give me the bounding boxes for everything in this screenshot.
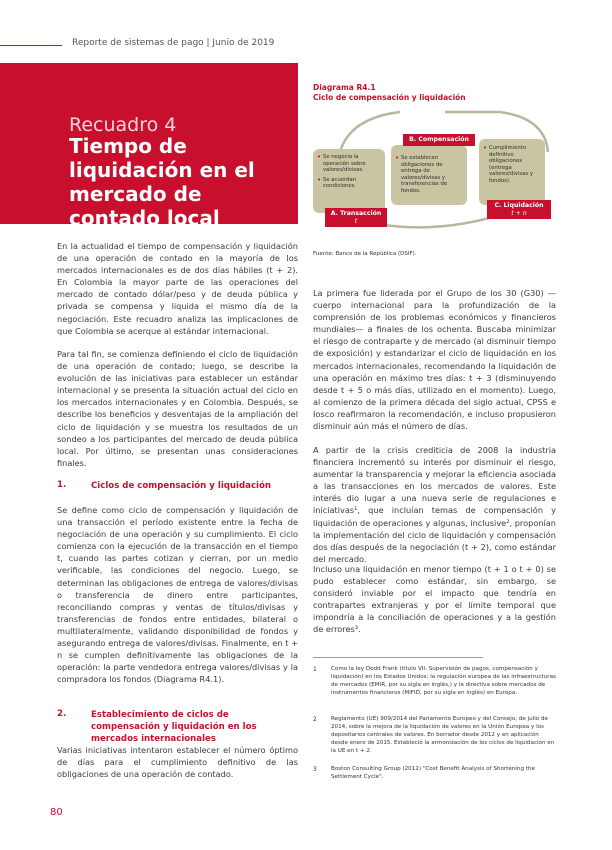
footnote-3-number: 3 xyxy=(313,766,317,773)
section-1-number: 1. xyxy=(57,480,67,490)
header-rule xyxy=(0,45,62,46)
page-number: 80 xyxy=(50,807,63,818)
running-header: Reporte de sistemas de pago | Junio de 2019 xyxy=(72,38,275,48)
stage-b-box xyxy=(391,145,467,205)
stage-c-time: t + n xyxy=(511,209,527,217)
footnote-3-text: Boston Consulting Group (2012) "Cost Benefit Analysis of Shortening the Settlement Cycle". xyxy=(331,766,535,780)
section-1-title: Ciclos de compensación y liquidación xyxy=(91,481,272,491)
stage-a-tag xyxy=(325,208,387,227)
diagram-title: Ciclo de compensación y liquidación xyxy=(313,93,466,102)
diagram-label: Diagrama R4.1 xyxy=(313,83,376,92)
right-paragraph-2: A partir de la crisis crediticia de 2008 la industria financiera incrementó su interés por disminuir el riesgo, aumentar la transparencia y mejorar la eficiencia asociada a las transacciones en los mercados de valores. Este interés dio lugar a una nueva serie de regulaciones e iniciativas¹, que incluían temas de compensación y liquidación de operaciones y algunas, inclusive², proponían la implementación del ciclo de liquidación y compensación dos días después de la negociación (t + 2), como estándar del mercado. xyxy=(313,445,556,564)
stage-a-item-1: • Se negocia la operación sobre valores/divisas. xyxy=(317,154,381,174)
stage-b-tag xyxy=(403,134,475,146)
left-paragraph-2: Para tal fin, se comienza definiendo el ciclo de liquidación de una operación de contado; luego, se describe la evolución de las iniciativas para establecer un estándar internacional y se presenta la situación actual del ciclo en los mercados internacionales y en Colombia. Después, se describe los beneficios y desventajas de la ampliación del ciclo de liquidación y se muestra los resultados de un sondeo a los participantes del mercado de deuda pública local. Por último, se presentan unas consideraciones finales. xyxy=(57,349,298,468)
right-paragraph-3: Incluso una liquidación en menor tiempo (t + 1 o t + 0) se pudo establecer como estándar, sin embargo, se consideró inviable por el impacto que tendría en contrapartes extranjeras y por el límite temporal que impondría a la conciliación de operaciones y a la gestión de errores³. xyxy=(313,564,556,635)
diagram-source: Fuente: Banco de la República (DSIF). xyxy=(313,251,417,257)
left-paragraph-3: Se define como ciclo de compensación y liquidación de una transacción el período existente entre la fecha de negociación de una operación y su cumplimiento. El ciclo comienza con la ejecución de la transacción en el tiempo t, cuando las partes cotizan y cierran, por un medio verificable, las condiciones del negocio. Luego, se determinan las obligaciones de entrega de valores/divisas o transferencia de dinero entre participantes, reconciliando compras y ventas de títulos/divisas y transferencias de fondos entre entidades, bilateral o multilateralmente, validando disponibilidad de fondos y asegurando entrega de valores/divisas. Finalmente, en t + n se cumplen definitivamente las obligaciones de la operación: la parte vendedora entrega valores/divisas y la compradora los fondos (Diagrama R4.1). xyxy=(57,505,298,685)
stage-c-tag xyxy=(487,200,551,219)
stage-a-item-2: • Se acuerdan condiciones. xyxy=(317,177,381,190)
stage-a-box xyxy=(313,149,385,213)
section-2-number: 2. xyxy=(57,709,67,719)
right-paragraph-1: La primera fue liderada por el Grupo de los 30 (G30) —cuerpo internacional para la profundización de la comprensión de los problemas económicos y financieros mundiales— a finales de los ochenta. Buscaba minimizar el riesgo de contraparte y de mercado (al disminuir tiempo de exposición) y estandarizar el ciclo de liquidación en los mercados internacionales, recomendando la liquidación de una operación en máximo tres días: t + 3 (disminuyendo desde t + 5 o más días, utilizado en el momento). Luego, al comienzo de la primera década del siglo actual, CPSS e Iosco reafirmaron la recomendación, e incluso propusieron disminuir aún más el número de días. xyxy=(313,288,556,432)
footnote-1-text: Como la ley Dodd Frank (título VII: Supervisión de pagos, compensación y liquidación) en los Estados Unidos; la regulación europea de las infraestructuras de mercados (EMIR, por su sigla en inglés,) y la directiva sobre mercados de instrumentos financieros (MiFID, por su sigla en inglés) en Europa. xyxy=(331,666,556,696)
stage-c-item-1: • Cumplimiento definitivo obligaciones (entrega valores/divisas y fondos). xyxy=(483,145,541,185)
left-paragraph-1: En la actualidad el tiempo de compensación y liquidación de una operación de contado en la mayoría de los mercados internacionales es de dos días hábiles (t + 2). En Colombia la mayor parte de las operaciones del mercado de contado dólar/peso y de deuda pública y privada se compensa y liquida el mismo día de la negociación. Este recuadro analiza las implicaciones de que Colombia se acerque al estándar internacional. xyxy=(57,241,298,336)
footnote-1-number: 1 xyxy=(313,666,317,673)
footnote-rule xyxy=(313,657,483,658)
stage-a-name: A. Transacción xyxy=(330,210,382,217)
stage-b-item-1: • Se establecen obligaciones de entrega de valores/divisas y transferencias de fondos. xyxy=(395,155,463,195)
footnote-2-text: Reglamento (UE) 909/2014 del Parlamento Europeo y del Consejo, de julio de 2014, sobre la mejora de la liquidación de valores en la Unión Europea y los depositarios centrales de valores. En borrador desde 2012 y en aplicación desde enero de 2015. Estableció la armonización de los ciclos de liquidación en la UE en t + 2. xyxy=(331,716,555,754)
stage-b-name: B. Compensación xyxy=(409,136,469,143)
left-paragraph-4: Varias iniciativas intentaron establecer el número óptimo de días para el cumplimiento definitivo de las obligaciones de una operación de contado. xyxy=(57,745,298,780)
stage-c-box xyxy=(479,139,545,205)
stage-c-name: C. Liquidación xyxy=(494,202,544,209)
box-label: Recuadro 4 xyxy=(69,114,177,136)
footnote-2-number: 2 xyxy=(313,716,317,723)
stage-a-time: t xyxy=(354,217,358,225)
section-2-title: Establecimiento de ciclos de compensación y liquidación en los mercados internacionales xyxy=(91,710,257,744)
box-title: Tiempo de liquidación en el mercado de contado local xyxy=(69,134,255,230)
